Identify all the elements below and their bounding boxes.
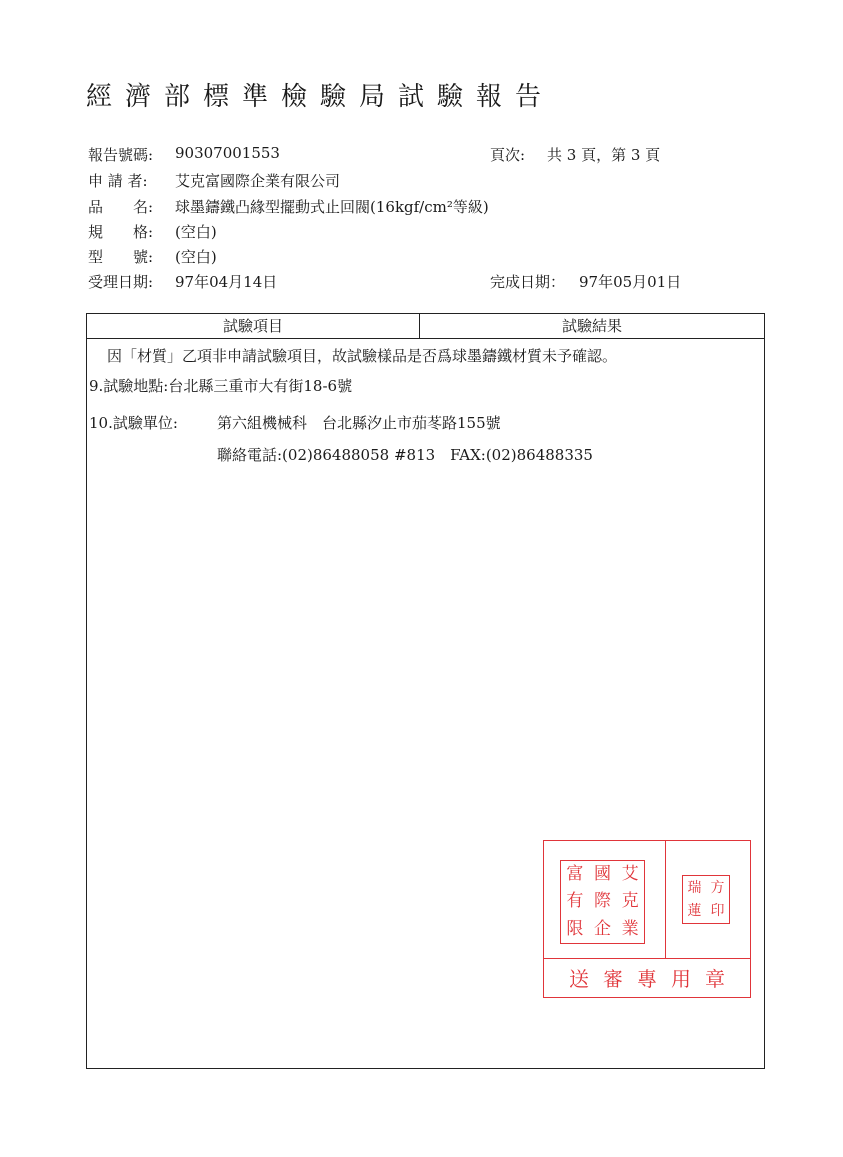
applicant-label: 申 請 者: [88,172,148,190]
test-unit-label: 10.試驗單位: [89,414,178,432]
spec-label: 規 格: [88,223,154,241]
material-note: 因「材質」乙項非申請試驗項目，故試驗樣品是否爲球墨鑄鐵材質未予確認。 [107,347,618,365]
stamp-label: 送審專用章 [569,967,739,991]
personal-seal: 瑞 方 蓮 印 [682,875,730,924]
completed-date: 97年05月01日 [579,273,682,291]
contact-info: 聯絡電話:(02)86488058 #813 FAX:(02)86488335 [217,446,593,464]
spec: (空白) [175,223,217,241]
stamp-divider [544,958,750,959]
product-label: 品 名: [88,198,154,216]
document-title: 經濟部標準檢驗局試驗報告 [86,82,555,112]
page-value: 共 3 頁，第 3 頁 [547,146,661,164]
report-no-label: 報告號碼: [88,146,154,164]
completed-label: 完成日期： [490,273,566,291]
received-date: 97年04月14日 [175,273,278,291]
report-no: 90307001553 [175,144,280,162]
model-label: 型 號: [88,248,154,266]
table-header [87,314,764,339]
stamp-divider [665,841,666,958]
col-test-item: 試驗項目 [87,314,420,338]
page-label: 頁次: [490,146,526,164]
product: 球墨鑄鐵凸緣型擺動式止回閥(16kgf/cm²等級) [175,198,489,216]
col-test-result: 試驗結果 [561,317,622,335]
applicant: 艾克富國際企業有限公司 [175,172,341,190]
received-label: 受理日期: [88,273,154,291]
test-location: 9.試驗地點:台北縣三重市大有街18-6號 [89,377,353,395]
company-seal: 富 國 艾 有 際 克 限 企 業 [560,860,645,944]
test-unit: 第六組機械科 台北縣汐止市茄苳路155號 [217,414,501,432]
model: (空白) [175,248,217,266]
submission-stamp [543,840,751,998]
